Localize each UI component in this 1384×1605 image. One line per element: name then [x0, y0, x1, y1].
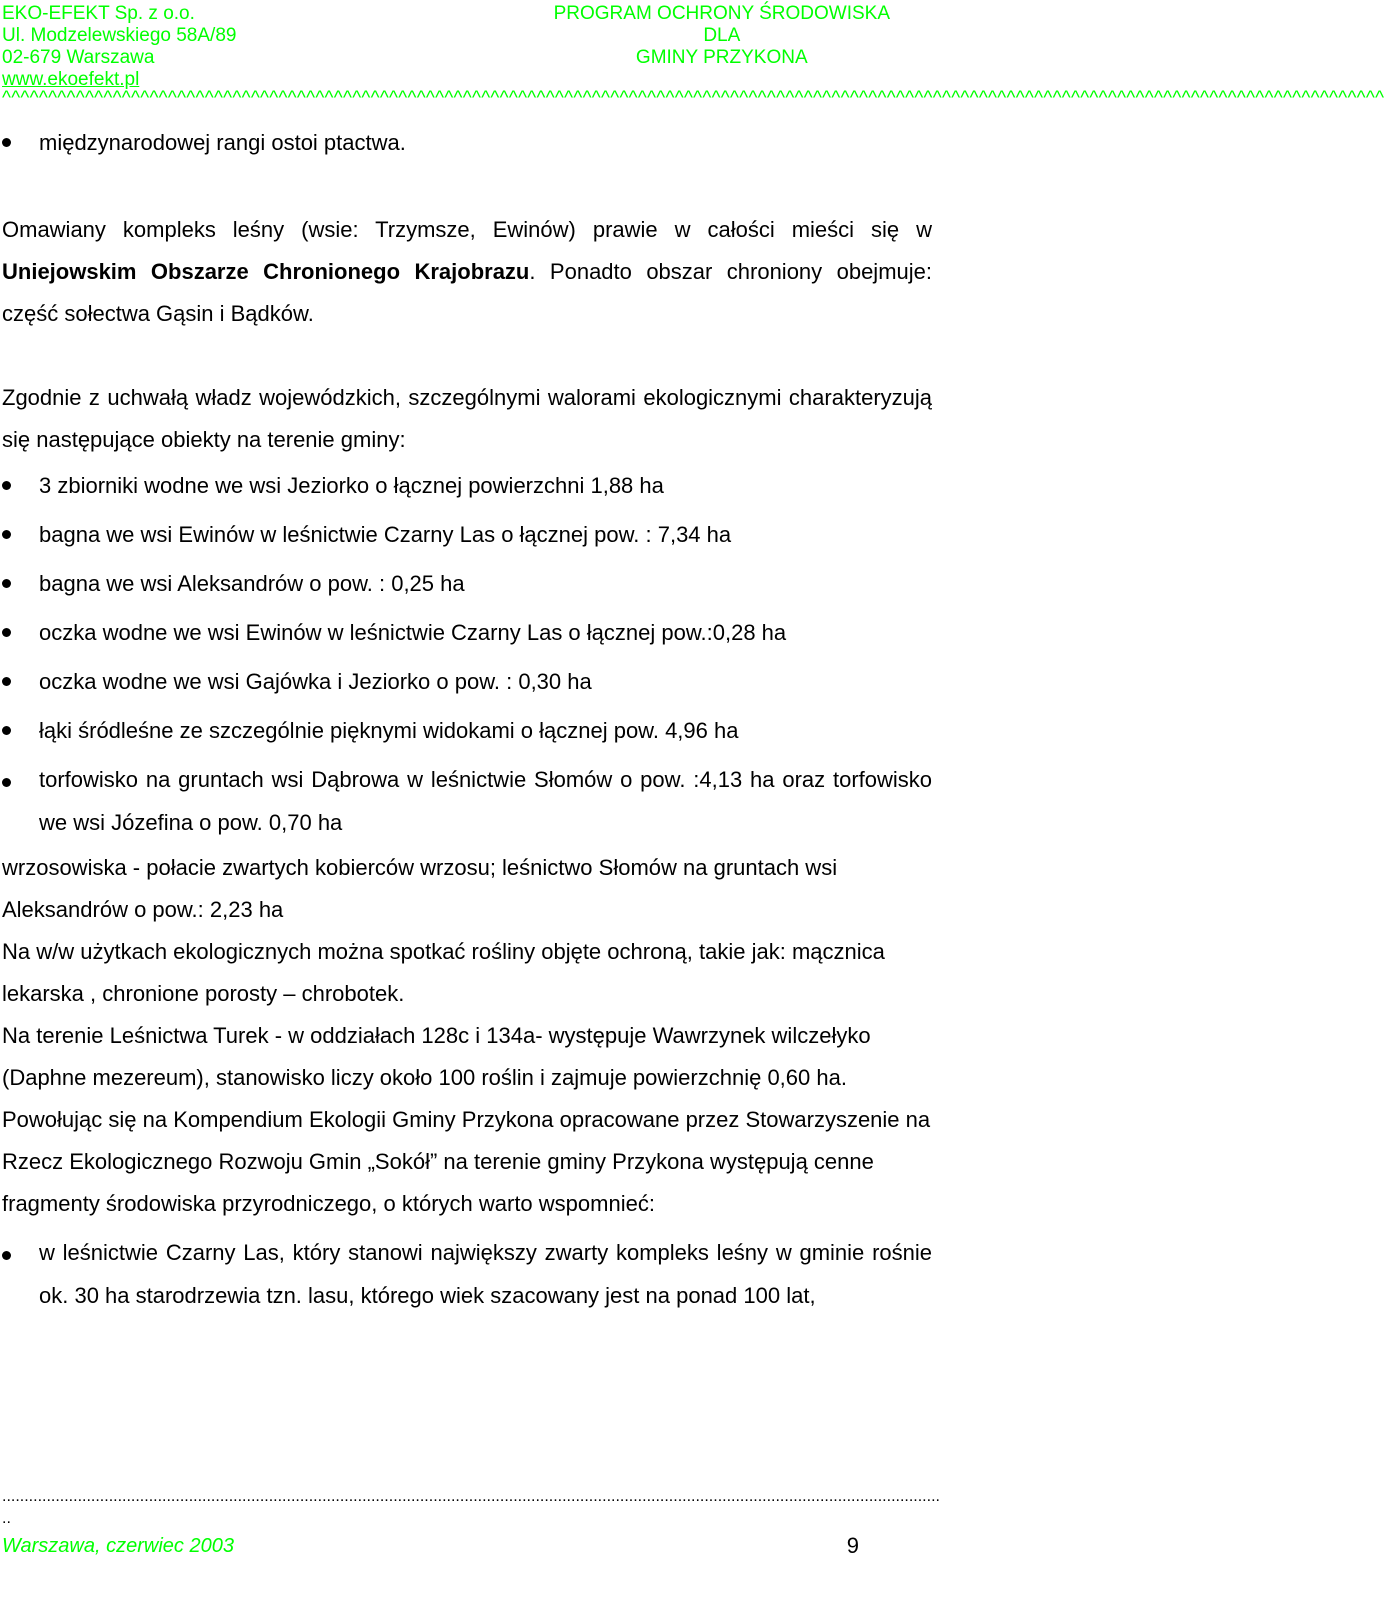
header-caret-rule: ^^^^^^^^^^^^^^^^^^^^^^^^^^^^^^^^^^^^^^^^^^^^^^^^^^^^^^^^^^^^^^^^^^^^^^^^^^^^^^^^^^^^^^^^^^^^^^^^^^^^^^^^^^^^^^^^^^^^^^^^^^^^^^^^^^^^^^^^^^^^^^^^^^^^^^: [2, 88, 1384, 109]
spacer: [2, 335, 932, 377]
paragraph-resolution: Zgodnie z uchwałą władz wojewódzkich, szczególnymi walorami ekologicznymi charakteryzują się następujące obiekty na terenie gminy:: [2, 385, 932, 452]
protected-area-name: Uniejowskim Obszarze Chronionego Krajobrazu: [2, 259, 530, 284]
paragraph-protected-plants: Na w/w użytkach ekologicznych można spotkać rośliny objęte ochroną, takie jak: mącznica lekarska , chronione porosty – chrobotek.: [2, 939, 885, 1006]
company-website-link[interactable]: www.ekoefekt.pl: [2, 69, 140, 90]
bullet-item-top: międzynarodowej rangi ostoi ptactwa.: [2, 118, 932, 167]
footer-dotted-rule: ...................................................................................................................................................................................................................: [2, 1488, 940, 1505]
footer-dotted-rule-end: ..: [2, 1510, 11, 1527]
list-item: torfowisko na gruntach wsi Dąbrowa w leśnictwie Słomów o pow. :4,13 ha oraz torfowisko we wsi Józefina o pow. 0,70 ha: [2, 755, 932, 847]
document-body: [2, 118, 932, 1320]
list-item: 3 zbiorniki wodne we wsi Jeziorko o łącznej powierzchni 1,88 ha: [2, 461, 932, 510]
list-item: łąki śródleśne ze szczególnie pięknymi widokami o łącznej pow. 4,96 ha: [2, 706, 932, 755]
list-item-czarny-las: w leśnictwie Czarny Las, który stanowi największy zwarty kompleks leśny w gminie rośnie ok. 30 ha starodrzewia tzn. lasu, którego wiek szacowany jest na ponad 100 lat,: [2, 1228, 932, 1320]
page-number: 9: [846, 1533, 859, 1558]
company-street: Ul. Modzelewskiego 58A/89: [2, 25, 237, 46]
paragraph-1-end: . Ponadto obszar chroniony obejmuje: część sołectwa Gąsin i Bądków.: [2, 259, 932, 326]
program-title-line-1: PROGRAM OCHRONY ŚRODOWISKA: [553, 3, 890, 24]
list-item: bagna we wsi Ewinów w leśnictwie Czarny Las o łącznej pow. : 7,34 ha: [2, 510, 932, 559]
paragraph-heathlands: wrzosowiska - połacie zwartych kobierców wrzosu; leśnictwo Słomów na gruntach wsi Aleksandrów o pow.: 2,23 ha: [2, 855, 838, 922]
program-title-line-3: GMINY PRZYKONA: [635, 47, 808, 68]
company-city: 02-679 Warszawa: [2, 47, 155, 68]
spacer: [2, 167, 932, 209]
company-name: EKO-EFEKT Sp. z o.o.: [2, 3, 195, 24]
header-program-title: [554, 3, 890, 69]
ecological-objects-list: [2, 461, 932, 847]
list-item: oczka wodne we wsi Gajówka i Jeziorko o pow. : 0,30 ha: [2, 657, 932, 706]
program-title-line-2: DLA: [703, 25, 741, 46]
list-item: oczka wodne we wsi Ewinów w leśnictwie Czarny Las o łącznej pow.:0,28 ha: [2, 608, 932, 657]
paragraph-compendium: Powołując się na Kompendium Ekologii Gminy Przykona opracowane przez Stowarzyszenie na Rzecz Ekologicznego Rozwoju Gmin „Sokół” na terenie gminy Przykona występują cenne fragmenty środowiska przyrodniczego, o których warto wspomnieć:: [2, 1107, 931, 1216]
footer-place-date: Warszawa, czerwiec 2003: [2, 1535, 234, 1557]
paragraph-1-start: Omawiany kompleks leśny (wsie: Trzymsze, Ewinów) prawie w całości mieści się w: [2, 217, 932, 242]
list-item: bagna we wsi Aleksandrów o pow. : 0,25 ha: [2, 559, 932, 608]
paragraph-forest-complex: [2, 209, 932, 335]
header-company: [2, 3, 236, 91]
paragraph-forestry-turek: Na terenie Leśnictwa Turek - w oddziałach 128c i 134a- występuje Wawrzynek wilczełyko (Daphne mezereum), stanowisko liczy około 100 roślin i zajmuje powierzchnię 0,60 ha.: [2, 1023, 871, 1090]
